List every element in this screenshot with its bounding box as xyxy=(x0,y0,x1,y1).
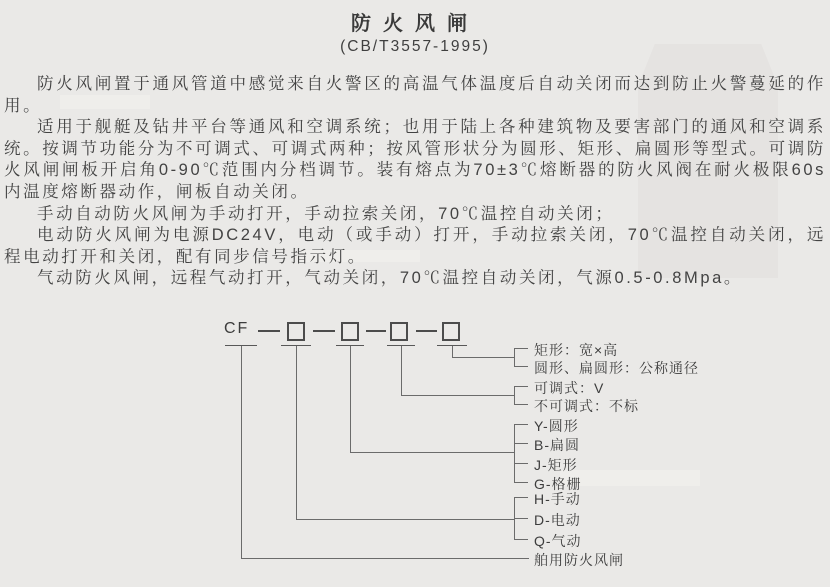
code-label: 舶用防火风闸 xyxy=(534,552,624,568)
model-code-box-3 xyxy=(390,322,408,341)
code-dash xyxy=(416,330,437,332)
bracket-tick xyxy=(514,424,528,425)
bracket-line xyxy=(514,348,515,366)
code-label: J-矩形 xyxy=(534,457,578,473)
bracket-tick xyxy=(514,539,528,540)
paragraph: 防火风闸置于通风管道中感觉来自火警区的高温气体温度后自动关闭而达到防止火警蔓延的作用。 xyxy=(4,75,826,115)
paragraph: 适用于舰艇及钻井平台等通风和空调系统；也用于陆上各种建筑物及要害部门的通风和空调系统。按调节功能分为不可调式、可调式两种；按风管形状分为圆形、矩形、扁圆形等型式。可调防火风闸闸板开启角0-90℃范围内分档调节。装有熔点为70±3℃熔断器的防火风阀在耐火极限60s内温度熔断器动作，闸板自动关闭。 xyxy=(4,118,826,201)
code-dash xyxy=(313,330,335,332)
code-label: H-手动 xyxy=(534,491,581,507)
bracket-tick xyxy=(514,366,528,367)
code-label: 矩形：宽×高 xyxy=(534,342,619,358)
bracket-tick xyxy=(514,518,528,519)
code-label: G-格栅 xyxy=(534,476,582,492)
connector-line xyxy=(241,558,529,559)
bracket-tick xyxy=(514,348,528,349)
code-label: B-扁圆 xyxy=(534,437,580,453)
code-label: 可调式：V xyxy=(534,380,605,396)
bracket-tick xyxy=(514,386,528,387)
model-code-box-1 xyxy=(287,322,305,341)
connector-line xyxy=(401,395,514,396)
connector-line xyxy=(350,452,514,453)
connector-line xyxy=(452,346,453,357)
connector-line xyxy=(452,357,514,358)
bracket-tick xyxy=(514,443,528,444)
connector-line xyxy=(401,346,402,395)
bracket-tick xyxy=(514,404,528,405)
bracket-tick xyxy=(514,482,528,483)
connector-line xyxy=(241,346,242,558)
connector-line xyxy=(296,519,514,520)
connector-line xyxy=(350,346,351,452)
standard-number: (CB/T3557-1995) xyxy=(340,38,490,55)
bracket-line xyxy=(514,386,515,404)
bracket-tick xyxy=(514,497,528,498)
bracket-line xyxy=(514,424,515,482)
paragraph: 电动防火风闸为电源DC24V，电动（或手动）打开，手动拉索关闭，70℃温控自动关闭，远程电动打开和关闭，配有同步信号指示灯。 xyxy=(4,226,826,266)
paragraph: 气动防火风闸，远程气动打开，气动关闭，70℃温控自动关闭，气源0.5-0.8Mpa。 xyxy=(37,269,744,288)
code-label: Y-圆形 xyxy=(534,418,579,434)
bracket-tick xyxy=(514,463,528,464)
page-title: 防火风闸 xyxy=(351,13,479,35)
code-label: Q-气动 xyxy=(534,533,582,549)
model-code-prefix: CF xyxy=(224,320,250,337)
code-label: 不可调式：不标 xyxy=(534,398,639,414)
connector-line xyxy=(296,346,297,519)
code-label: 圆形、扁圆形：公称通径 xyxy=(534,360,699,376)
model-code-box-2 xyxy=(341,322,359,341)
code-dash xyxy=(258,330,280,332)
code-label: D-电动 xyxy=(534,512,581,528)
model-code-box-4 xyxy=(442,322,460,341)
body-text xyxy=(4,74,826,290)
paragraph: 手动自动防火风闸为手动打开，手动拉索关闭，70℃温控自动关闭； xyxy=(37,204,615,223)
code-dash xyxy=(366,330,386,332)
